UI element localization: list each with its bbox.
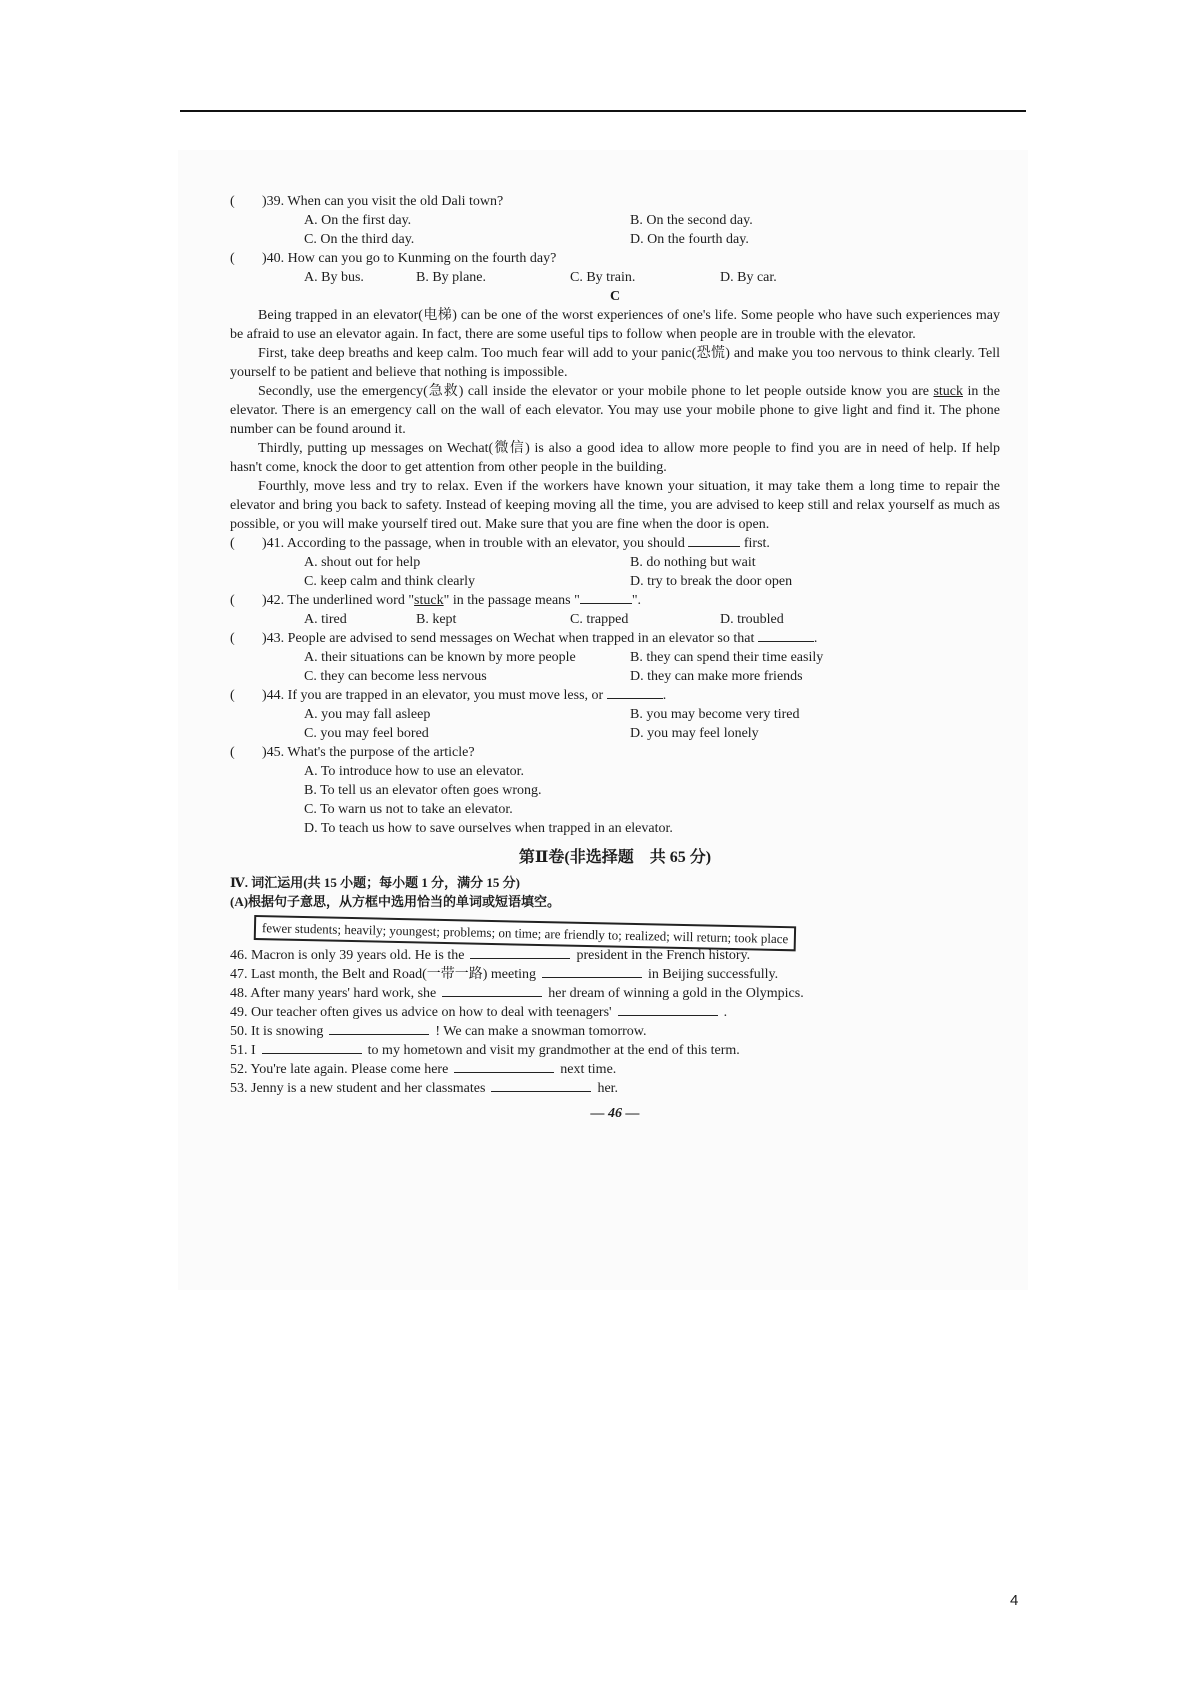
option-d[interactable]: D. you may feel lonely bbox=[630, 726, 759, 741]
fill-in-questions bbox=[230, 946, 1000, 1098]
option-b[interactable]: B. To tell us an elevator often goes wrong. bbox=[304, 783, 542, 798]
fill-text: You're late again. Please come here bbox=[250, 1062, 449, 1077]
fill-text: next time. bbox=[560, 1062, 617, 1077]
fill-text: Macron is only 39 years old. He is the bbox=[251, 948, 465, 963]
fill-text: her dream of winning a gold in the Olympics. bbox=[548, 986, 804, 1001]
option-d[interactable]: D. On the fourth day. bbox=[630, 232, 749, 247]
answer-blank[interactable] bbox=[442, 984, 542, 997]
answer-paren[interactable]: ( bbox=[230, 745, 235, 760]
question-text: People are advised to send messages on Wechat when trapped in an elevator so that bbox=[287, 631, 755, 646]
answer-blank[interactable] bbox=[454, 1060, 554, 1073]
fill-number: 47. bbox=[230, 967, 248, 982]
answer-blank[interactable] bbox=[618, 1003, 718, 1016]
fill-text: in Beijing successfully. bbox=[648, 967, 779, 982]
fill-number: 48. bbox=[230, 986, 248, 1001]
question-number: )40. bbox=[262, 251, 285, 266]
fill-number: 51. bbox=[230, 1043, 248, 1058]
fill-question bbox=[230, 1022, 1000, 1041]
option-b[interactable]: B. By plane. bbox=[416, 270, 486, 285]
question-number: )45. bbox=[262, 745, 285, 760]
question-number: )44. bbox=[262, 688, 285, 703]
sheet-page-number: 4 bbox=[1010, 1592, 1019, 1609]
option-a[interactable]: A. you may fall asleep bbox=[304, 707, 431, 722]
question-44 bbox=[230, 686, 1000, 705]
answer-paren[interactable]: ( bbox=[230, 536, 235, 551]
option-c[interactable]: C. On the third day. bbox=[304, 232, 415, 247]
option-a[interactable]: A. By bus. bbox=[304, 270, 364, 285]
fill-number: 46. bbox=[230, 948, 248, 963]
question-text: The underlined word " bbox=[287, 593, 415, 608]
passage-paragraph-4: Thirdly, putting up messages on Wechat(微信) is also a good idea to allow more people to find you are in need of help. If help hasn't come, knock the door to get attention from other people in the building. bbox=[230, 441, 1000, 475]
fill-question bbox=[230, 1079, 1000, 1098]
underlined-word: stuck bbox=[414, 593, 444, 608]
paragraph-text: in the elevator. There is an emergency call on the wall of each elevator. You may use your mobile phone to give light and find it. The phone number can be found around it. bbox=[230, 384, 1000, 437]
answer-paren[interactable]: ( bbox=[230, 631, 235, 646]
fill-text: Last month, the Belt and Road(一带一路) meeting bbox=[251, 967, 537, 982]
question-number: )41. bbox=[262, 536, 285, 551]
section-c-heading: C bbox=[609, 289, 621, 304]
fill-text: to my hometown and visit my grandmother at the end of this term. bbox=[367, 1043, 740, 1058]
fill-text: president in the French history. bbox=[576, 948, 751, 963]
question-text: . bbox=[813, 631, 818, 646]
fill-text: . bbox=[723, 1005, 728, 1020]
option-a[interactable]: A. shout out for help bbox=[304, 555, 421, 570]
answer-blank[interactable] bbox=[470, 946, 570, 959]
fill-question bbox=[230, 984, 1000, 1003]
option-d[interactable]: D. try to break the door open bbox=[630, 574, 793, 589]
option-a[interactable]: A. To introduce how to use an elevator. bbox=[304, 764, 524, 779]
passage-paragraph-1: Being trapped in an elevator(电梯) can be one of the worst experiences of one's life. Some people who have such experiences may be afraid to use an elevator again. In fact, there are some useful tips to follow when people are in trouble with the elevator. bbox=[230, 308, 1000, 342]
option-d[interactable]: D. To teach us how to save ourselves when trapped in an elevator. bbox=[304, 821, 673, 836]
question-number: )43. bbox=[262, 631, 285, 646]
option-c[interactable]: C. you may feel bored bbox=[304, 726, 429, 741]
option-d[interactable]: D. troubled bbox=[720, 612, 784, 627]
option-c[interactable]: C. By train. bbox=[570, 270, 636, 285]
answer-paren[interactable]: ( bbox=[230, 194, 235, 209]
question-text: first. bbox=[743, 536, 770, 551]
answer-blank[interactable] bbox=[262, 1041, 362, 1054]
fill-text: It is snowing bbox=[251, 1024, 324, 1039]
passage-paragraph-3 bbox=[230, 382, 1000, 439]
question-text: If you are trapped in an elevator, you must move less, or bbox=[287, 688, 604, 703]
section-4-heading: Ⅳ. 词汇运用(共 15 小题；每小题 1 分，满分 15 分) bbox=[230, 875, 520, 890]
answer-blank[interactable] bbox=[758, 629, 814, 642]
question-text: When can you visit the old Dali town? bbox=[287, 194, 504, 209]
paragraph-text: Secondly, use the emergency(急救) call inside the elevator or your mobile phone to let people outside know you are bbox=[258, 384, 934, 399]
question-text: What's the purpose of the article? bbox=[287, 745, 475, 760]
option-a[interactable]: A. their situations can be known by more people bbox=[304, 650, 576, 665]
option-a[interactable]: A. On the first day. bbox=[304, 213, 412, 228]
option-a[interactable]: A. tired bbox=[304, 612, 347, 627]
answer-blank[interactable] bbox=[580, 591, 632, 604]
question-39 bbox=[230, 192, 1000, 211]
answer-blank[interactable] bbox=[542, 965, 642, 978]
answer-blank[interactable] bbox=[607, 686, 663, 699]
question-number: )42. bbox=[262, 593, 285, 608]
header-rule bbox=[180, 110, 1026, 112]
fill-question bbox=[230, 1003, 1000, 1022]
fill-question bbox=[230, 946, 1000, 965]
question-45 bbox=[230, 743, 1000, 762]
fill-question bbox=[230, 1060, 1000, 1079]
option-b[interactable]: B. you may become very tired bbox=[630, 707, 800, 722]
answer-paren[interactable]: ( bbox=[230, 688, 235, 703]
question-41 bbox=[230, 534, 1000, 553]
option-d[interactable]: D. they can make more friends bbox=[630, 669, 803, 684]
answer-paren[interactable]: ( bbox=[230, 251, 235, 266]
answer-paren[interactable]: ( bbox=[230, 593, 235, 608]
answer-blank[interactable] bbox=[329, 1022, 429, 1035]
question-40 bbox=[230, 249, 1000, 268]
option-c[interactable]: C. trapped bbox=[570, 612, 629, 627]
question-43 bbox=[230, 629, 1000, 648]
question-text: How can you go to Kunming on the fourth day? bbox=[287, 251, 557, 266]
answer-blank[interactable] bbox=[491, 1079, 591, 1092]
fill-text: After many years' hard work, she bbox=[250, 986, 437, 1001]
option-b[interactable]: B. kept bbox=[416, 612, 457, 627]
option-c[interactable]: C. keep calm and think clearly bbox=[304, 574, 476, 589]
option-b[interactable]: B. they can spend their time easily bbox=[630, 650, 824, 665]
fill-text: ! We can make a snowman tomorrow. bbox=[435, 1024, 647, 1039]
question-text: ". bbox=[631, 593, 642, 608]
option-b[interactable]: B. do nothing but wait bbox=[630, 555, 756, 570]
option-c[interactable]: C. To warn us not to take an elevator. bbox=[304, 802, 513, 817]
fill-question bbox=[230, 1041, 1000, 1060]
fill-text: I bbox=[251, 1043, 256, 1058]
passage-paragraph-5: Fourthly, move less and try to relax. Even if the workers have known your situation, it may take them a long time to repair the elevator and bring you back to safety. Instead of keeping moving all the time, you are advised to keep still and relax yourself as much as possible, or you will make yourself tired out. Make sure that you are fine when the door is open. bbox=[230, 479, 1000, 532]
option-d[interactable]: D. By car. bbox=[720, 270, 777, 285]
answer-blank[interactable] bbox=[688, 534, 740, 547]
fill-number: 53. bbox=[230, 1081, 248, 1096]
option-c[interactable]: C. they can become less nervous bbox=[304, 669, 487, 684]
question-42 bbox=[230, 591, 1000, 610]
fill-number: 49. bbox=[230, 1005, 248, 1020]
inner-page-number: — 46 — bbox=[590, 1106, 640, 1121]
word-bank-box: fewer students; heavily; youngest; problems; on time; are friendly to; realized; will return; took place bbox=[254, 915, 797, 951]
option-b[interactable]: B. On the second day. bbox=[630, 213, 753, 228]
exam-content bbox=[230, 192, 1000, 1123]
part-2-title: 第Ⅱ卷(非选择题 共 65 分) bbox=[518, 849, 712, 866]
question-text: According to the passage, when in trouble with an elevator, you should bbox=[286, 536, 685, 551]
fill-text: her. bbox=[597, 1081, 619, 1096]
question-text: . bbox=[662, 688, 667, 703]
question-text: " in the passage means " bbox=[443, 593, 580, 608]
fill-number: 50. bbox=[230, 1024, 248, 1039]
fill-text: Jenny is a new student and her classmates bbox=[251, 1081, 486, 1096]
fill-number: 52. bbox=[230, 1062, 248, 1077]
fill-text: Our teacher often gives us advice on how to deal with teenagers' bbox=[251, 1005, 612, 1020]
underlined-word: stuck bbox=[933, 384, 963, 399]
fill-question bbox=[230, 965, 1000, 984]
question-number: )39. bbox=[262, 194, 285, 209]
section-4a-instructions: (A)根据句子意思，从方框中选用恰当的单词或短语填空。 bbox=[230, 894, 561, 909]
passage-paragraph-2: First, take deep breaths and keep calm. Too much fear will add to your panic(恐慌) and make you too nervous to think clearly. Tell yourself to be patient and believe that nothing is impossible. bbox=[230, 346, 1000, 380]
